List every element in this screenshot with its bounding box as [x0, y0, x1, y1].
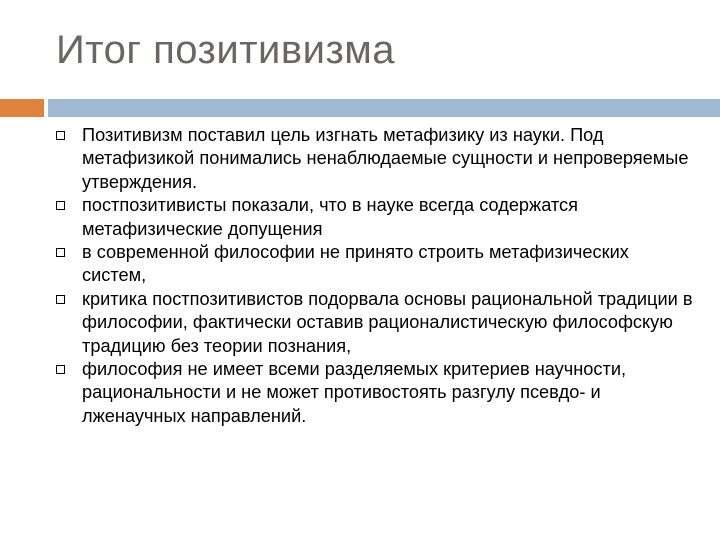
square-bullet-icon [56, 201, 65, 210]
square-bullet-icon [56, 365, 65, 374]
bullet-text-2: постпозитивисты показали, что в науке всегда содержатся метафизические допущения [82, 195, 578, 239]
bullet-text-3: в современной философии не принято строить метафизических систем, [82, 242, 629, 286]
bullet-text-5: философия не имеет всеми разделяемых критериев научности, рациональности и не может противостоять разгулу псевдо- и лженаучных направлений. [82, 359, 627, 426]
bullet-item-1 [54, 124, 694, 194]
bullet-item-2 [54, 194, 694, 241]
square-bullet-icon [56, 295, 65, 304]
bullet-item-5 [54, 358, 694, 428]
square-bullet-icon [56, 248, 65, 257]
title-accent-bar [0, 99, 44, 117]
square-bullet-icon [56, 131, 65, 140]
bullet-text-1: Позитивизм поставил цель изгнать метафизику из науки. Под метафизикой понимались ненаблюдаемые сущности и непроверяемые утверждения. [82, 125, 689, 192]
title-underline-bar [48, 99, 720, 117]
bullet-item-3 [54, 241, 694, 288]
bullet-text-4: критика постпозитивистов подорвала основы рациональной традиции в философии, фактически оставив рационалистическую философскую традицию без теории познания, [82, 288, 693, 356]
bullet-list [54, 124, 694, 428]
bullet-item-4 [54, 288, 694, 358]
slide-title: Итог позитивизма [56, 28, 396, 72]
